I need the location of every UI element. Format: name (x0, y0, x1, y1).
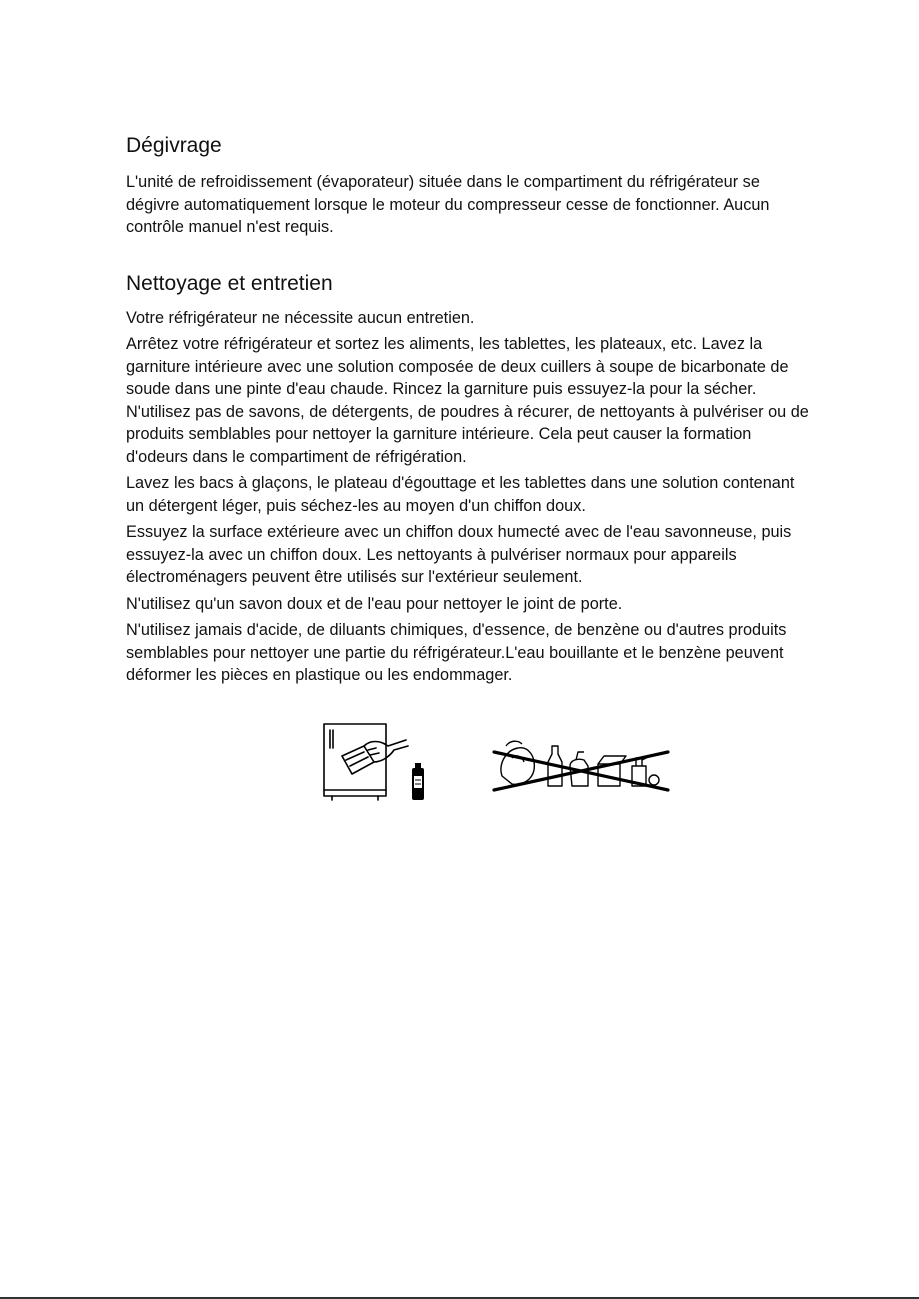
paragraph-door-gasket: N'utilisez qu'un savon doux et de l'eau pour nettoyer le joint de porte. (126, 594, 623, 613)
page-content (126, 134, 816, 687)
heading-cleaning: Nettoyage et entretien (126, 271, 333, 295)
paragraph-ice-trays: Lavez les bacs à glaçons, le plateau d'égouttage et les tablettes dans une solution contenant un détergent léger, puis séchez-les au moyen d'un chiffon doux. (126, 474, 795, 515)
paragraph-exterior: Essuyez la surface extérieure avec un chiffon doux humecté avec de l'eau savonneuse, puis essuyez-la avec un chiffon doux. Les nettoyants à pulvériser normaux pour appareils électroménagers peuvent être utilisés sur l'extérieur seulement. (126, 523, 792, 586)
crossed-out-chemicals-icon (492, 736, 672, 796)
section-defrost (126, 134, 816, 239)
paragraph-no-maintenance: Votre réfrigérateur ne nécessite aucun entretien. (126, 308, 475, 327)
paragraph-interior-cleaning: Arrêtez votre réfrigérateur et sortez les aliments, les tablettes, les plateaux, etc. Lavez la garniture intérieure avec une solution composée de deux cuillers à soupe de bicarbonate de soude dans une pinte d'eau chaude. Rincez la garniture puis essuyez-la pour la sécher. N'utilisez pas de savons, de détergents, de poudres à récurer, de nettoyants à pulvériser ou de produits semblables pour nettoyer la garniture intérieure. Cela peut causer la formation d'odeurs dans le compartiment de réfrigération. (126, 335, 809, 466)
section-cleaning (126, 272, 816, 687)
heading-defrost: Dégivrage (126, 134, 222, 157)
paragraph-defrost: L'unité de refroidissement (évaporateur) située dans le compartiment du réfrigérateur se dégivre automatiquement lorsque le moteur du compresseur cesse de fonctionner. Aucun contrôle manuel n'est requis. (126, 173, 770, 236)
paragraph-warning: N'utilisez jamais d'acide, de diluants chimiques, d'essence, de benzène ou d'autres produits semblables pour nettoyer une partie du réfrigérateur.L'eau bouillante et le benzène peuvent déformer les pièces en plastique ou les endommager. (126, 621, 787, 684)
illustrations (318, 720, 678, 810)
fridge-wiping-cloth-icon (318, 720, 448, 804)
